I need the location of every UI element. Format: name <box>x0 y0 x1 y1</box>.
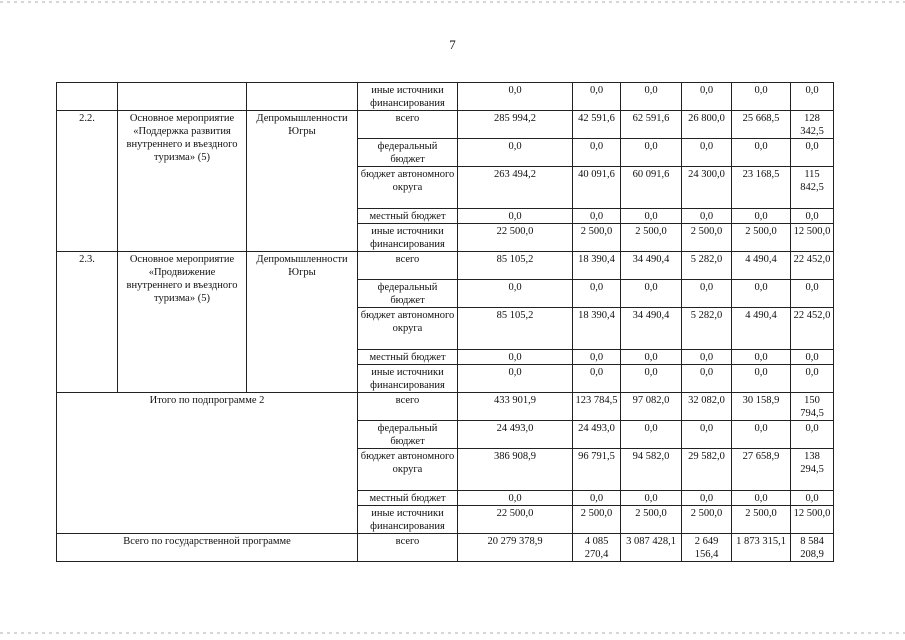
executor-cell: Депромышленности Югры <box>247 111 358 252</box>
value-cell: 386 908,9 <box>458 449 573 491</box>
table-row <box>57 534 834 562</box>
value-cell: 24 493,0 <box>458 421 573 449</box>
value-cell: 0,0 <box>458 83 573 111</box>
table-row <box>57 111 834 139</box>
value-cell: 1 873 315,1 <box>732 534 791 562</box>
value-cell: 24 493,0 <box>573 421 621 449</box>
value-cell: 30 158,9 <box>732 393 791 421</box>
value-cell: 2 649 156,4 <box>682 534 732 562</box>
value-cell: 0,0 <box>573 350 621 365</box>
row-number-cell: 2.2. <box>57 111 118 252</box>
value-cell: 18 390,4 <box>573 252 621 280</box>
value-cell: 18 390,4 <box>573 308 621 350</box>
value-cell: 62 591,6 <box>621 111 682 139</box>
value-cell: 0,0 <box>621 280 682 308</box>
value-cell: 0,0 <box>573 491 621 506</box>
value-cell: 0,0 <box>682 350 732 365</box>
value-cell: 22 500,0 <box>458 506 573 534</box>
value-cell: 0,0 <box>682 421 732 449</box>
value-cell: 0,0 <box>682 365 732 393</box>
value-cell: 96 791,5 <box>573 449 621 491</box>
value-cell: 0,0 <box>791 280 834 308</box>
scan-artifact-top <box>0 1 905 3</box>
funding-source-cell: бюджет автономного округа <box>358 449 458 491</box>
funding-source-cell: бюджет автономного округа <box>358 308 458 350</box>
funding-source-cell: всего <box>358 534 458 562</box>
value-cell: 2 500,0 <box>573 224 621 252</box>
value-cell: 20 279 378,9 <box>458 534 573 562</box>
value-cell: 5 282,0 <box>682 308 732 350</box>
value-cell: 2 500,0 <box>621 506 682 534</box>
funding-source-cell: всего <box>358 252 458 280</box>
value-cell: 123 784,5 <box>573 393 621 421</box>
value-cell: 0,0 <box>621 83 682 111</box>
value-cell: 60 091,6 <box>621 167 682 209</box>
funding-source-cell: иные источники финансирования <box>358 506 458 534</box>
funding-source-cell: федеральный бюджет <box>358 421 458 449</box>
value-cell: 0,0 <box>732 280 791 308</box>
value-cell: 0,0 <box>732 350 791 365</box>
funding-source-cell: иные источники финансирования <box>358 83 458 111</box>
funding-source-cell: иные источники финансирования <box>358 365 458 393</box>
value-cell: 0,0 <box>682 209 732 224</box>
row-number-cell: 2.3. <box>57 252 118 393</box>
value-cell: 0,0 <box>621 350 682 365</box>
value-cell: 0,0 <box>458 491 573 506</box>
value-cell: 0,0 <box>682 83 732 111</box>
value-cell: 40 091,6 <box>573 167 621 209</box>
executor-cell <box>247 83 358 111</box>
value-cell: 2 500,0 <box>682 224 732 252</box>
value-cell: 0,0 <box>791 421 834 449</box>
value-cell: 2 500,0 <box>732 506 791 534</box>
value-cell: 0,0 <box>573 139 621 167</box>
activity-name-cell: Основное мероприятие «Поддержка развития внутреннего и въездного туризма» (5) <box>118 111 247 252</box>
value-cell: 0,0 <box>791 139 834 167</box>
value-cell: 0,0 <box>458 350 573 365</box>
value-cell: 0,0 <box>458 365 573 393</box>
value-cell: 2 500,0 <box>573 506 621 534</box>
value-cell: 12 500,0 <box>791 506 834 534</box>
value-cell: 0,0 <box>573 209 621 224</box>
activity-name-cell: Основное мероприятие «Продвижение внутреннего и въездного туризма» (5) <box>118 252 247 393</box>
budget-table <box>56 82 834 562</box>
funding-source-cell: всего <box>358 111 458 139</box>
value-cell: 0,0 <box>791 365 834 393</box>
value-cell: 0,0 <box>621 365 682 393</box>
value-cell: 2 500,0 <box>682 506 732 534</box>
value-cell: 0,0 <box>791 350 834 365</box>
funding-source-cell: местный бюджет <box>358 491 458 506</box>
table-row <box>57 83 834 111</box>
funding-source-cell: местный бюджет <box>358 350 458 365</box>
value-cell: 26 800,0 <box>682 111 732 139</box>
value-cell: 0,0 <box>791 83 834 111</box>
value-cell: 34 490,4 <box>621 252 682 280</box>
funding-source-cell: федеральный бюджет <box>358 139 458 167</box>
value-cell: 150 794,5 <box>791 393 834 421</box>
value-cell: 2 500,0 <box>621 224 682 252</box>
value-cell: 0,0 <box>682 139 732 167</box>
funding-source-cell: федеральный бюджет <box>358 280 458 308</box>
scan-artifact-bottom <box>0 632 905 634</box>
value-cell: 0,0 <box>791 491 834 506</box>
value-cell: 29 582,0 <box>682 449 732 491</box>
funding-source-cell: бюджет автономного округа <box>358 167 458 209</box>
value-cell: 22 500,0 <box>458 224 573 252</box>
value-cell: 0,0 <box>732 209 791 224</box>
executor-cell: Депромышленности Югры <box>247 252 358 393</box>
value-cell: 85 105,2 <box>458 308 573 350</box>
value-cell: 0,0 <box>458 139 573 167</box>
value-cell: 115 842,5 <box>791 167 834 209</box>
table-row <box>57 393 834 421</box>
value-cell: 24 300,0 <box>682 167 732 209</box>
value-cell: 4 490,4 <box>732 252 791 280</box>
value-cell: 34 490,4 <box>621 308 682 350</box>
value-cell: 138 294,5 <box>791 449 834 491</box>
total-label-cell: Итого по подпрограмме 2 <box>57 393 358 534</box>
value-cell: 0,0 <box>621 491 682 506</box>
row-number-cell <box>57 83 118 111</box>
value-cell: 0,0 <box>573 83 621 111</box>
value-cell: 12 500,0 <box>791 224 834 252</box>
value-cell: 27 658,9 <box>732 449 791 491</box>
value-cell: 2 500,0 <box>732 224 791 252</box>
page-number: 7 <box>449 37 456 52</box>
value-cell: 85 105,2 <box>458 252 573 280</box>
value-cell: 0,0 <box>621 139 682 167</box>
value-cell: 263 494,2 <box>458 167 573 209</box>
value-cell: 0,0 <box>732 139 791 167</box>
table-body <box>57 83 834 562</box>
value-cell: 5 282,0 <box>682 252 732 280</box>
value-cell: 22 452,0 <box>791 308 834 350</box>
value-cell: 0,0 <box>573 365 621 393</box>
value-cell: 0,0 <box>732 83 791 111</box>
value-cell: 23 168,5 <box>732 167 791 209</box>
total-label-cell: Всего по государственной программе <box>57 534 358 562</box>
value-cell: 0,0 <box>458 209 573 224</box>
value-cell: 0,0 <box>732 491 791 506</box>
value-cell: 4 085 270,4 <box>573 534 621 562</box>
value-cell: 25 668,5 <box>732 111 791 139</box>
value-cell: 32 082,0 <box>682 393 732 421</box>
value-cell: 0,0 <box>573 280 621 308</box>
value-cell: 285 994,2 <box>458 111 573 139</box>
value-cell: 4 490,4 <box>732 308 791 350</box>
value-cell: 0,0 <box>621 421 682 449</box>
value-cell: 0,0 <box>791 209 834 224</box>
value-cell: 22 452,0 <box>791 252 834 280</box>
value-cell: 42 591,6 <box>573 111 621 139</box>
value-cell: 433 901,9 <box>458 393 573 421</box>
value-cell: 0,0 <box>682 491 732 506</box>
value-cell: 128 342,5 <box>791 111 834 139</box>
value-cell: 0,0 <box>682 280 732 308</box>
funding-source-cell: местный бюджет <box>358 209 458 224</box>
value-cell: 94 582,0 <box>621 449 682 491</box>
value-cell: 97 082,0 <box>621 393 682 421</box>
value-cell: 0,0 <box>732 421 791 449</box>
funding-source-cell: всего <box>358 393 458 421</box>
value-cell: 3 087 428,1 <box>621 534 682 562</box>
value-cell: 0,0 <box>732 365 791 393</box>
value-cell: 0,0 <box>621 209 682 224</box>
table-row <box>57 252 834 280</box>
value-cell: 0,0 <box>458 280 573 308</box>
value-cell: 8 584 208,9 <box>791 534 834 562</box>
funding-source-cell: иные источники финансирования <box>358 224 458 252</box>
activity-name-cell <box>118 83 247 111</box>
